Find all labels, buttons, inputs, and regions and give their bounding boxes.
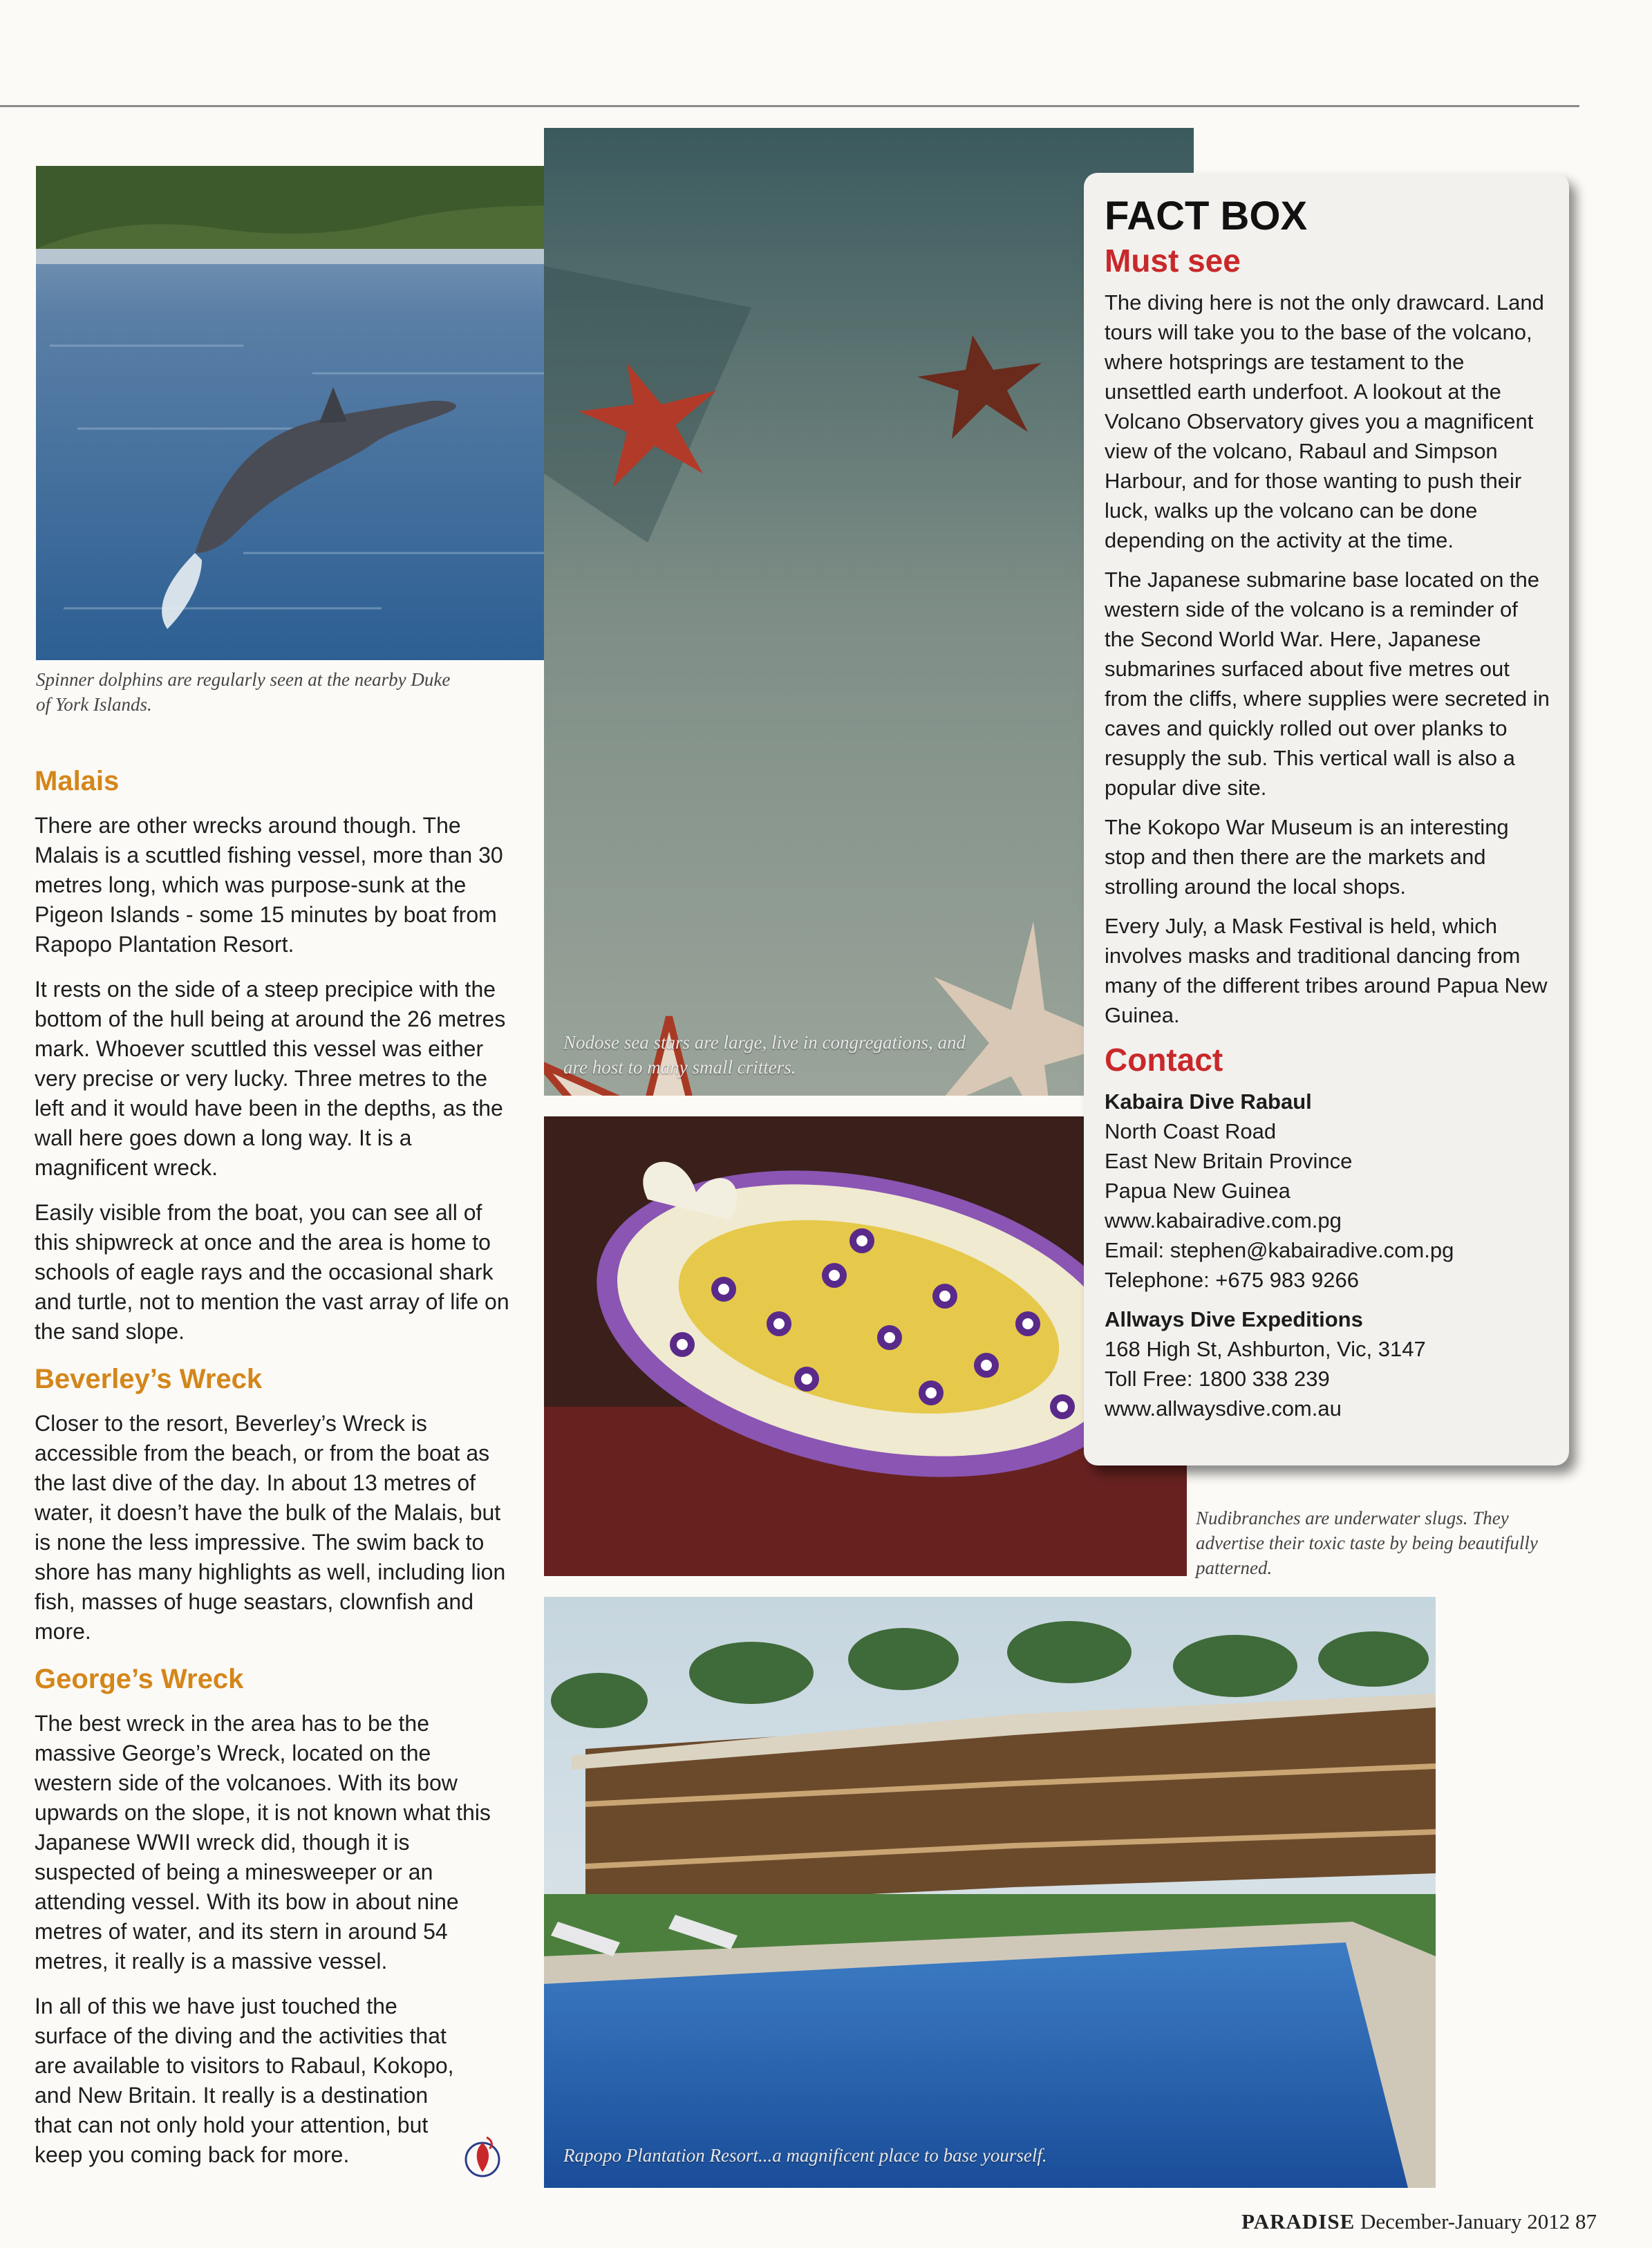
contact-block-allways xyxy=(1105,1304,1550,1423)
paragraph: There are other wrecks around though. The Malais is a scuttled fishing vessel, more than 30 metres long, which was purpose-sunk at the Pigeon Islands - some 15 minutes by boat from Rapopo Plantation Resort. xyxy=(35,813,503,957)
magazine-name: PARADISE xyxy=(1241,2209,1355,2233)
contact-heading: Contact xyxy=(1105,1042,1223,1078)
section-heading-georges-wreck: George’s Wreck xyxy=(35,1664,244,1694)
page-footer xyxy=(1241,2209,1597,2234)
contact-line: East New Britain Province xyxy=(1105,1149,1353,1173)
factbox-paragraph: The Japanese submarine base located on the western side of the volcano is a reminder of the Second World War. Here, Japanese submarines surfaced about five metres out from the cliffs, where supplies were secreted in caves and quickly rolled out over planks to resupply the sub. This vertical wall is also a popular dive site. xyxy=(1105,568,1550,800)
top-rule xyxy=(0,105,1579,107)
resort-caption: Rapopo Plantation Resort...a magnificent place to base yourself. xyxy=(563,2145,1047,2166)
contact-email: Email: stephen@kabairadive.com.pg xyxy=(1105,1238,1454,1262)
must-see-heading: Must see xyxy=(1105,243,1241,279)
section-heading-malais: Malais xyxy=(35,766,120,796)
paragraph: Easily visible from the boat, you can see all of this shipwreck at once and the area is home to schools of eagle rays and the occasional shark and turtle, not to mention the vast array of life on the sand slope. xyxy=(35,1200,509,1344)
dolphin-photo xyxy=(36,166,610,660)
contact-website: www.kabairadive.com.pg xyxy=(1105,1208,1342,1233)
paragraph: The best wreck in the area has to be the massive George’s Wreck, located on the western side of the volcanoes. With its bow upwards on the slope, it is not known what this Japanese WWII wreck did, though it is suspected of being a minesweeper or an attending vessel. With its bow in about nine metres of water, and its stern in around 54 metres, it really is a massive vessel. xyxy=(35,1711,491,1974)
paragraph: In all of this we have just touched the surface of the diving and the activities that are available to visitors to Rabaul, Kokopo, and New Britain. It really is a destination that can not only hold your attention, but keep you coming back for more. xyxy=(35,1994,454,2167)
paragraph: Closer to the resort, Beverley’s Wreck is accessible from the beach, or from the boat as the last dive of the day. In about 13 metres of water, it doesn’t have the bulk of the Malais, but is none the less impressive. The swim back to shore has many highlights as well, including lion fish, masses of huge seastars, clownfish and more. xyxy=(35,1411,506,1644)
contact-name: Allways Dive Expeditions xyxy=(1105,1307,1363,1331)
seastars-caption: Nodose sea stars are large, live in congregations, and are host to many small critters. xyxy=(563,1032,966,1078)
contact-website: www.allwaysdive.com.au xyxy=(1105,1396,1342,1421)
article-column xyxy=(35,764,511,2185)
paragraph: It rests on the side of a steep precipice with the bottom of the hull being at around the 26 metres mark. Whoever scuttled this vessel was either very precise or very lucky. Three metres to the left and it would have been in the depths, as the wall here goes down a long way. It is a magnificent wreck. xyxy=(35,977,506,1180)
contact-block-kabaira xyxy=(1105,1087,1550,1295)
contact-name: Kabaira Dive Rabaul xyxy=(1105,1089,1312,1114)
magazine-logo-icon xyxy=(462,2130,503,2186)
factbox-paragraph: The Kokopo War Museum is an interesting stop and then there are the markets and strolling around the local shops. xyxy=(1105,815,1509,899)
contact-line: Papua New Guinea xyxy=(1105,1179,1290,1203)
factbox-paragraph: Every July, a Mask Festival is held, which involves masks and traditional dancing from many of the different tribes around Papua New Guinea. xyxy=(1105,914,1548,1027)
fact-box xyxy=(1084,173,1569,1465)
issue-date: December-January 2012 xyxy=(1360,2209,1570,2233)
resort-photo xyxy=(544,1597,1436,2188)
factbox-paragraph: The diving here is not the only drawcard. Land tours will take you to the base of the volcano, where hotsprings are testament to the unsettled earth underfoot. A lookout at the Volcano Observatory gives you a magnificent view of the volcano, Rabaul and Simpson Harbour, and for those wanting to push their luck, walks up the volcano can be done depending on the activity at the time. xyxy=(1105,290,1544,552)
factbox-title: FACT BOX xyxy=(1105,194,1308,238)
contact-line: North Coast Road xyxy=(1105,1119,1277,1143)
contact-telephone: Telephone: +675 983 9266 xyxy=(1105,1268,1360,1292)
contact-telephone: Toll Free: 1800 338 239 xyxy=(1105,1367,1330,1391)
page-number: 87 xyxy=(1575,2209,1597,2233)
section-heading-beverleys-wreck: Beverley’s Wreck xyxy=(35,1364,263,1394)
nudibranch-caption: Nudibranches are underwater slugs. They advertise their toxic taste by being beautifully patterned. xyxy=(1196,1508,1538,1578)
contact-line: 168 High St, Ashburton, Vic, 3147 xyxy=(1105,1337,1426,1361)
dolphin-caption: Spinner dolphins are regularly seen at the nearby Duke of York Islands. xyxy=(36,669,451,715)
